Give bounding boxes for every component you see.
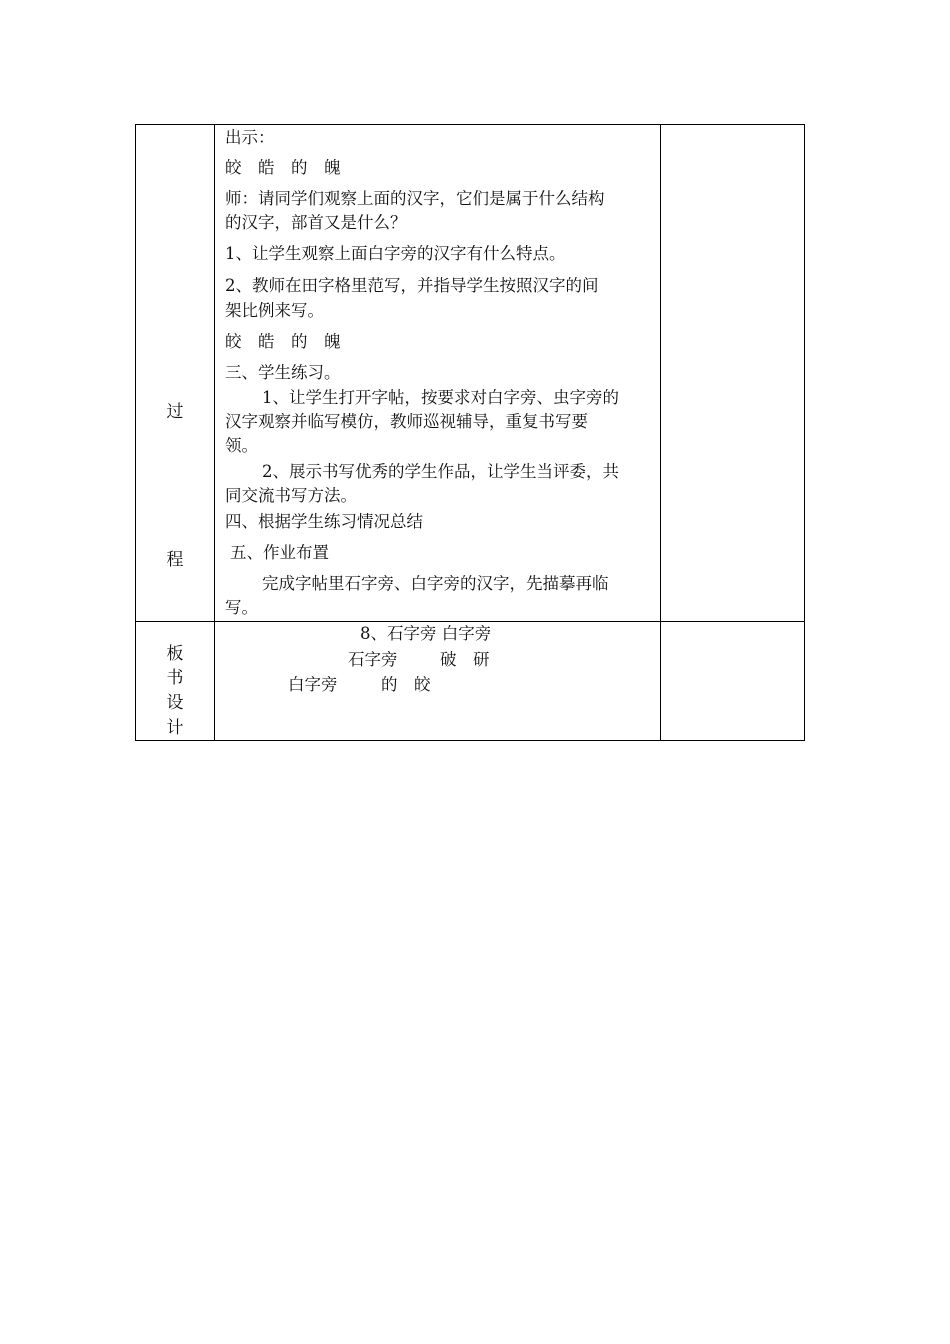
label-process-2: 程 <box>166 550 184 570</box>
board-row2-chars: 的 皎 <box>381 675 431 694</box>
process-line: 皎 皓 的 魄 <box>225 158 341 177</box>
label-board-3: 设 <box>166 693 184 713</box>
board-row1-chars: 破 研 <box>440 650 490 669</box>
process-line: 四、根据学生练习情况总结 <box>225 512 423 531</box>
process-line: 完成字帖里石字旁、白字旁的汉字，先描摹再临 <box>262 574 609 593</box>
table-border-right <box>804 124 805 741</box>
process-line: 三、学生练习。 <box>225 363 341 382</box>
process-line: 2、教师在田字格里范写，并指导学生按照汉字的间 <box>225 276 599 295</box>
process-line: 2、展示书写优秀的学生作品，让学生当评委，共 <box>262 462 619 481</box>
label-board-1: 板 <box>166 644 184 664</box>
board-title: 8、石字旁 白字旁 <box>360 624 492 643</box>
process-line: 1、让学生打开字帖，按要求对白字旁、虫字旁的 <box>262 388 619 407</box>
process-line: 出示： <box>225 128 275 147</box>
process-line: 师：请同学们观察上面的汉字，它们是属于什么结构 <box>225 189 605 208</box>
process-line: 领。 <box>225 436 258 455</box>
table-border-top <box>135 124 805 125</box>
process-line: 皎 皓 的 魄 <box>225 332 341 351</box>
label-board-4: 计 <box>166 718 184 738</box>
board-row2-radical: 白字旁 <box>288 675 338 694</box>
process-line: 1、让学生观察上面白字旁的汉字有什么特点。 <box>225 244 566 263</box>
lesson-table <box>135 124 805 741</box>
process-line: 汉字观察并临写模仿，教师巡视辅导，重复书写要 <box>225 412 588 431</box>
process-line: 写。 <box>225 598 258 617</box>
table-border-bottom <box>135 740 805 741</box>
board-row1-radical: 石字旁 <box>348 650 398 669</box>
label-process-1: 过 <box>166 402 184 422</box>
process-line: 同交流书写方法。 <box>225 486 357 505</box>
table-col-divider-2 <box>660 124 661 741</box>
process-line: 五、作业布置 <box>230 543 329 562</box>
process-line: 的汉字，部首又是什么？ <box>225 213 407 232</box>
process-line: 架比例来写。 <box>225 301 324 320</box>
label-board-2: 书 <box>166 668 184 688</box>
table-col-divider-1 <box>214 124 215 741</box>
